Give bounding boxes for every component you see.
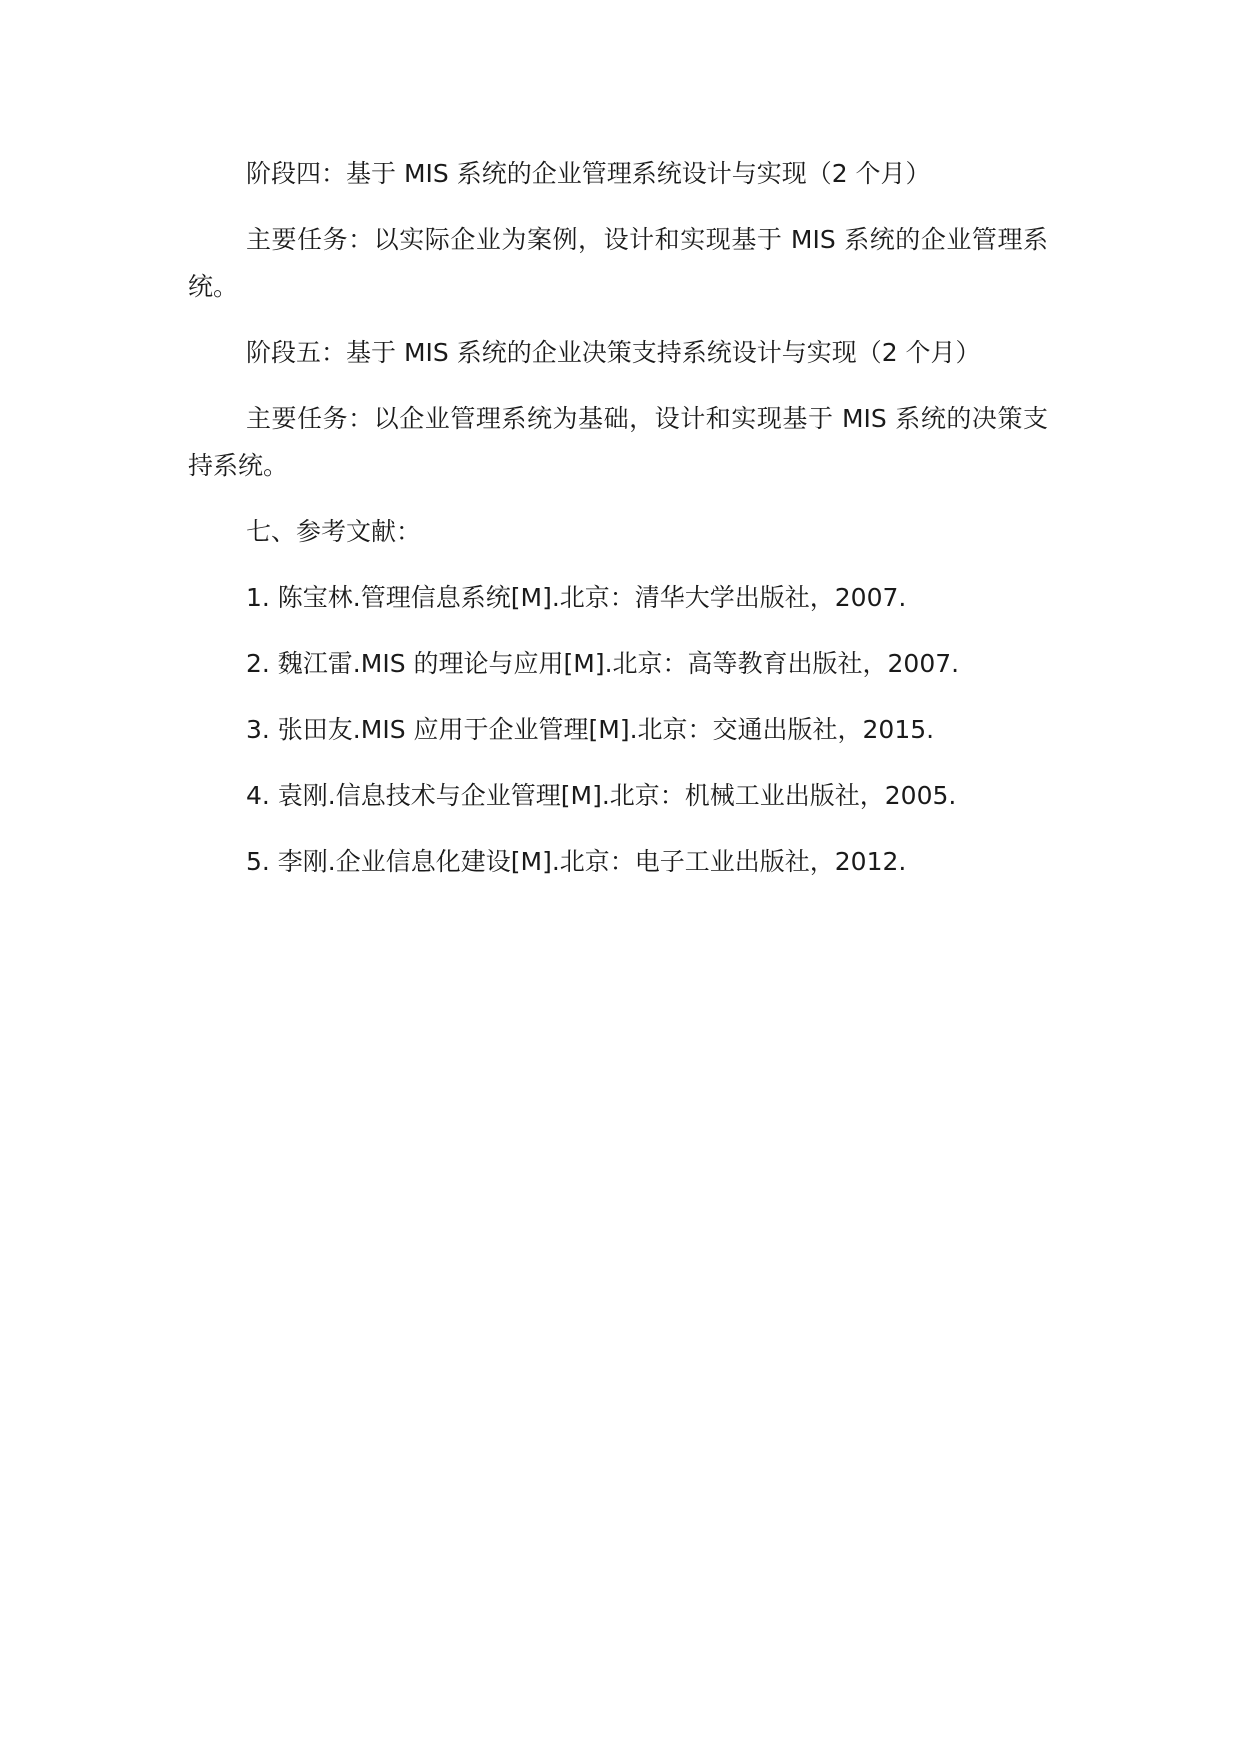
reference-item-4: 4. 袁刚.信息技术与企业管理[M].北京：机械工业出版社，2005. <box>246 781 957 810</box>
reference-item-2: 2. 魏江雷.MIS 的理论与应用[M].北京：高等教育出版社，2007. <box>246 649 960 678</box>
reference-item-1: 1. 陈宝林.管理信息系统[M].北京：清华大学出版社，2007. <box>246 583 907 612</box>
reference-item-5: 5. 李刚.企业信息化建设[M].北京：电子工业出版社，2012. <box>246 847 907 876</box>
page-content <box>188 150 1048 904</box>
references-heading: 七、参考文献： <box>246 517 422 546</box>
stage5-task: 主要任务：以企业管理系统为基础，设计和实现基于 MIS 系统的决策支持系统。 <box>188 404 1048 480</box>
stage4-title: 阶段四：基于 MIS 系统的企业管理系统设计与实现（2 个月） <box>246 159 931 188</box>
stage5-title: 阶段五：基于 MIS 系统的企业决策支持系统设计与实现（2 个月） <box>246 338 981 367</box>
stage4-task: 主要任务：以实际企业为案例，设计和实现基于 MIS 系统的企业管理系统。 <box>188 225 1048 301</box>
reference-item-3: 3. 张田友.MIS 应用于企业管理[M].北京：交通出版社，2015. <box>246 715 935 744</box>
